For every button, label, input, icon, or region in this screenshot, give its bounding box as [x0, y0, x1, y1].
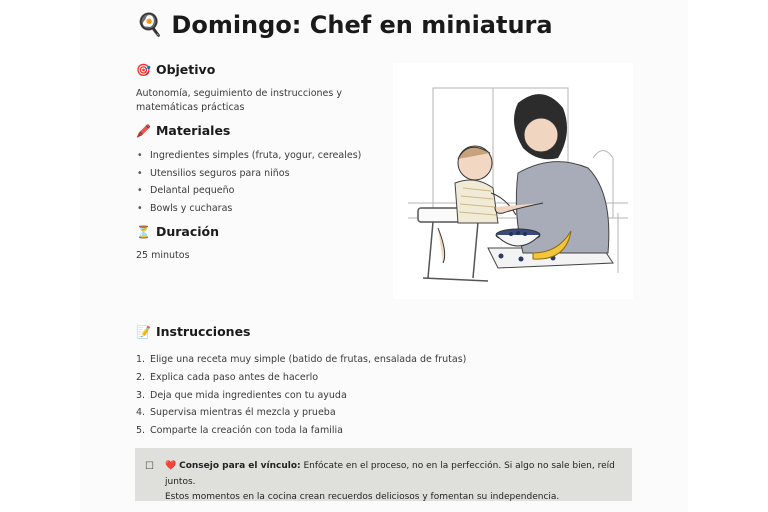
step-number: 4.: [136, 407, 146, 419]
step-number: 1.: [136, 354, 146, 365]
duracion-text: 25 minutos: [136, 250, 190, 261]
instrucciones-list: [136, 353, 466, 442]
materiales-list: [136, 149, 361, 219]
mother-and-child-cooking-illustration: [393, 63, 633, 299]
objetivo-text-line1: Autonomía, seguimiento de instrucciones y: [136, 88, 342, 99]
step-text: Supervisa mientras él mezcla y prueba: [150, 407, 336, 419]
objetivo-heading-text: Objetivo: [155, 62, 216, 77]
duracion-heading: [136, 224, 219, 239]
page-title-text: Domingo: Chef en miniatura: [171, 11, 553, 39]
tip-text-line2: Estos momentos en la cocina crean recuerdos deliciosos y fomentan su independencia.: [165, 492, 560, 502]
list-item: [136, 406, 466, 424]
step-number: 5.: [136, 425, 146, 437]
step-text: Explica cada paso antes de hacerlo: [150, 371, 319, 383]
frying-pan-icon: 🍳: [136, 12, 164, 38]
tip-text-line1: Enfócate en el proceso, no en la perfección. Si algo no sale bien, reíd juntos.: [165, 461, 615, 487]
list-item: [136, 424, 466, 442]
list-item: • Bowls y cucharas: [136, 202, 361, 220]
step-text: Comparte la creación con toda la familia: [150, 425, 343, 437]
list-item: [136, 389, 466, 407]
objetivo-heading: [136, 62, 215, 77]
list-item: [136, 353, 466, 371]
step-text: Deja que mida ingredientes con tu ayuda: [150, 389, 347, 401]
materiales-heading: [136, 123, 230, 138]
page-title: [136, 8, 553, 42]
illustration-svg: [393, 63, 633, 299]
list-item: [136, 371, 466, 389]
list-item: • Utensilios seguros para niños: [136, 167, 361, 185]
step-number: 3.: [136, 389, 146, 401]
step-number: 2.: [136, 371, 146, 383]
tip-label: Consejo para el vínculo:: [179, 461, 301, 471]
objetivo-text: [136, 87, 342, 115]
crayon-icon: 🖍️: [136, 123, 151, 138]
memo-icon: 📝: [136, 324, 151, 339]
step-text: Elige una receta muy simple (batido de frutas, ensalada de frutas): [150, 354, 467, 365]
hourglass-icon: ⏳: [136, 224, 151, 239]
target-icon: 🎯: [136, 62, 151, 77]
objetivo-text-line2: matemáticas prácticas: [136, 102, 245, 113]
list-item: • Ingredientes simples (fruta, yogur, cereales): [136, 149, 361, 167]
heart-icon: ❤️: [165, 461, 177, 471]
list-item: • Delantal pequeño: [136, 184, 361, 202]
checkbox-icon[interactable]: ☐: [145, 461, 154, 472]
materiales-heading-text: Materiales: [155, 123, 231, 138]
instrucciones-heading-text: Instrucciones: [155, 324, 251, 339]
tip-text: [165, 459, 625, 506]
bonding-tip-callout: [135, 448, 632, 501]
instrucciones-heading: [136, 324, 251, 339]
duracion-heading-text: Duración: [155, 224, 220, 239]
